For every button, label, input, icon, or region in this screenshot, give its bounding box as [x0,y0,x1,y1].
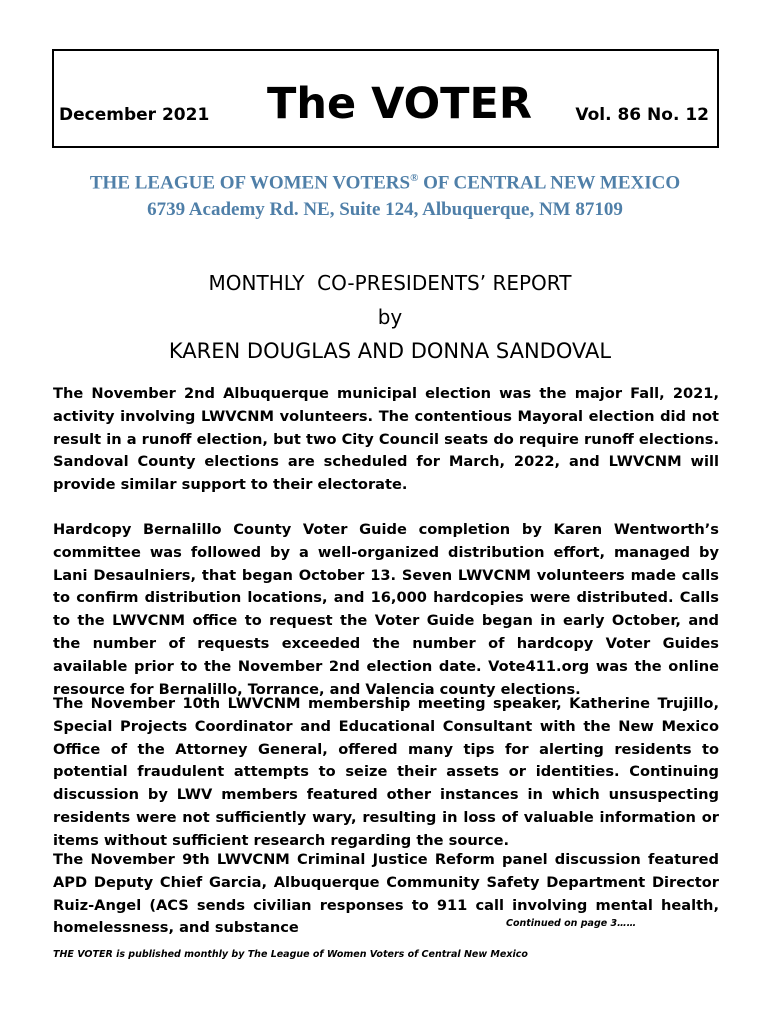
masthead [52,49,719,148]
report-authors: KAREN DOUGLAS AND DONNA SANDOVAL [168,339,612,363]
org-name-part1: THE LEAGUE OF WOMEN VOTERS [89,172,411,194]
paragraph-2: Hardcopy Bernalillo County Voter Guide completion by Karen Wentworth’s committee was followed by a well-organized distribution effort, managed by Lani Desaulniers, that began October 13. Seven LWVCNM volunteers made calls to confirm distribution locations, and 16,000 hardcopies were distributed. Calls to the LWVCNM office to request the Voter Guide began in early October, and the number of requests exceeded the number of hardcopy Voter Guides available prior to the November 2nd election date. Vote411.org was the online resource for Bernalillo, Torrance, and Valencia county elections. [53,521,719,698]
organization-address: 6739 Academy Rd. NE, Suite 124, Albuquerque, NM 87109 [147,199,623,220]
org-name-part2: OF CENTRAL NEW MEXICO [418,172,681,194]
paragraph-1: The November 2nd Albuquerque municipal election was the major Fall, 2021, activity involving LWVCNM volunteers. The contentious Mayoral election did not result in a runoff election, but two City Council seats do require runoff elections. Sandoval County elections are scheduled for March, 2022, and LWVCNM will provide similar support to their electorate. [53,385,719,494]
issue-date: December 2021 [59,105,210,125]
volume-number: Vol. 86 No. 12 [575,105,709,125]
continued-note: Continued on page 3…… [506,918,637,929]
paragraph-4: The November 9th LWVCNM Criminal Justice Reform panel discussion featured APD Deputy Chief Garcia, Albuquerque Community Safety Department Director Ruiz-Angel (ACS sends civilian responses to 911 call involving mental health, homelessness, and substance [53,851,719,937]
report-heading: MONTHLY CO-PRESIDENTS’ REPORT [208,271,572,295]
organization-name [0,172,770,194]
publication-footer: THE VOTER is published monthly by The League of Women Voters of Central New Mexico [53,949,528,960]
registered-mark: ® [410,172,419,184]
paragraph-3: The November 10th LWVCNM membership meeting speaker, Katherine Trujillo, Special Projects Coordinator and Educational Consultant with the New Mexico Office of the Attorney General, offered many tips for alerting residents to potential fraudulent attempts to seize their assets or identities. Continuing discussion by LWV members featured other instances in which unsuspecting residents were not sufficiently wary, resulting in loss of valuable information or items without sufficient research regarding the source. [53,695,719,849]
newsletter-title: The VOTER [267,79,532,129]
report-by: by [377,305,403,329]
